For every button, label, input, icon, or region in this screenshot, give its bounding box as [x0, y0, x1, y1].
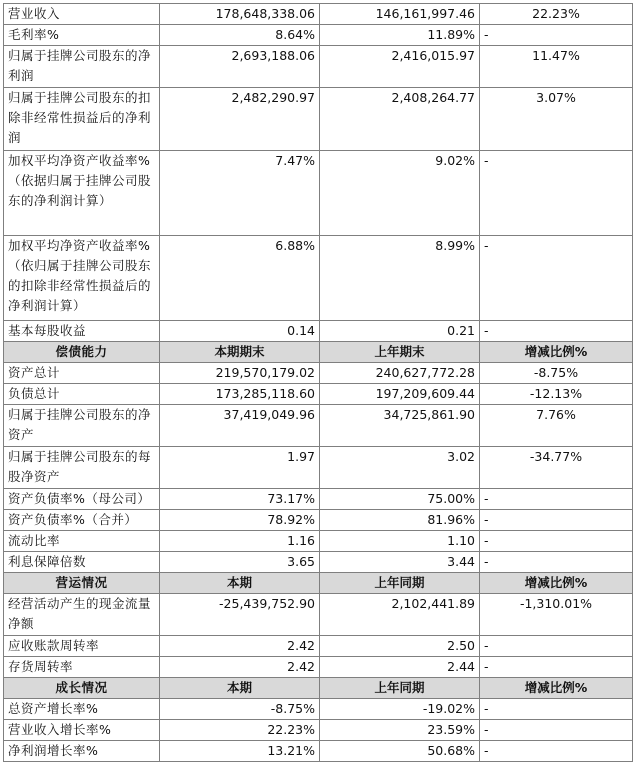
previous-value: 2.44 [320, 657, 480, 678]
change-percent: 增减比例% [480, 678, 633, 699]
table-row [4, 384, 633, 405]
table-row [4, 741, 633, 762]
change-percent: - [480, 321, 633, 342]
section-title: 成长情况 [4, 678, 160, 699]
table-row [4, 552, 633, 573]
current-value: 22.23% [160, 720, 320, 741]
table-row [4, 46, 633, 88]
previous-value: 23.59% [320, 720, 480, 741]
previous-value: 75.00% [320, 489, 480, 510]
previous-value: 1.10 [320, 531, 480, 552]
change-percent: - [480, 636, 633, 657]
current-value: -25,439,752.90 [160, 594, 320, 636]
table-row [4, 510, 633, 531]
current-value: -8.75% [160, 699, 320, 720]
row-label: 归属于挂牌公司股东的净资产 [4, 405, 160, 447]
table-row [4, 699, 633, 720]
current-value: 6.88% [160, 236, 320, 321]
previous-value: 上年期末 [320, 342, 480, 363]
row-label: 资产总计 [4, 363, 160, 384]
current-value: 78.92% [160, 510, 320, 531]
current-value: 173,285,118.60 [160, 384, 320, 405]
previous-value: 81.96% [320, 510, 480, 531]
change-percent: - [480, 151, 633, 236]
current-value: 37,419,049.96 [160, 405, 320, 447]
row-label: 利息保障倍数 [4, 552, 160, 573]
change-percent: 22.23% [480, 4, 633, 25]
row-label: 资产负债率%（合并） [4, 510, 160, 531]
current-value: 本期 [160, 678, 320, 699]
row-label: 资产负债率%（母公司） [4, 489, 160, 510]
table-row [4, 720, 633, 741]
table-row [4, 363, 633, 384]
previous-value: 9.02% [320, 151, 480, 236]
table-row [4, 447, 633, 489]
row-label: 净利润增长率% [4, 741, 160, 762]
section-header-row [4, 573, 633, 594]
change-percent: - [480, 236, 633, 321]
current-value: 本期 [160, 573, 320, 594]
previous-value: 8.99% [320, 236, 480, 321]
previous-value: 146,161,997.46 [320, 4, 480, 25]
table-row [4, 657, 633, 678]
row-label: 经营活动产生的现金流量净额 [4, 594, 160, 636]
section-header-row [4, 678, 633, 699]
change-percent: -1,310.01% [480, 594, 633, 636]
current-value: 3.65 [160, 552, 320, 573]
change-percent: - [480, 552, 633, 573]
current-value: 8.64% [160, 25, 320, 46]
table-row [4, 88, 633, 151]
row-label: 归属于挂牌公司股东的净利润 [4, 46, 160, 88]
previous-value: -19.02% [320, 699, 480, 720]
change-percent: -12.13% [480, 384, 633, 405]
previous-value: 34,725,861.90 [320, 405, 480, 447]
current-value: 1.16 [160, 531, 320, 552]
row-label: 营业收入增长率% [4, 720, 160, 741]
previous-value: 2,102,441.89 [320, 594, 480, 636]
previous-value: 3.44 [320, 552, 480, 573]
current-value: 2,482,290.97 [160, 88, 320, 151]
section-title: 营运情况 [4, 573, 160, 594]
previous-value: 0.21 [320, 321, 480, 342]
current-value: 2.42 [160, 657, 320, 678]
table-row [4, 4, 633, 25]
table-row [4, 636, 633, 657]
row-label: 加权平均净资产收益率%（依归属于挂牌公司股东的扣除非经常性损益后的净利润计算） [4, 236, 160, 321]
row-label: 应收账款周转率 [4, 636, 160, 657]
row-label: 归属于挂牌公司股东的每股净资产 [4, 447, 160, 489]
section-title: 偿债能力 [4, 342, 160, 363]
row-label: 基本每股收益 [4, 321, 160, 342]
change-percent: - [480, 741, 633, 762]
row-label: 营业收入 [4, 4, 160, 25]
previous-value: 2,408,264.77 [320, 88, 480, 151]
row-label: 毛利率% [4, 25, 160, 46]
current-value: 2.42 [160, 636, 320, 657]
current-value: 7.47% [160, 151, 320, 236]
table-row [4, 151, 633, 236]
table-row [4, 321, 633, 342]
change-percent: 增减比例% [480, 573, 633, 594]
change-percent: - [480, 657, 633, 678]
previous-value: 11.89% [320, 25, 480, 46]
table-row [4, 489, 633, 510]
change-percent: 增减比例% [480, 342, 633, 363]
row-label: 总资产增长率% [4, 699, 160, 720]
change-percent: -8.75% [480, 363, 633, 384]
change-percent: - [480, 489, 633, 510]
change-percent: -34.77% [480, 447, 633, 489]
table-row [4, 594, 633, 636]
change-percent: - [480, 699, 633, 720]
change-percent: - [480, 510, 633, 531]
table-body [4, 4, 633, 762]
current-value: 219,570,179.02 [160, 363, 320, 384]
previous-value: 上年同期 [320, 678, 480, 699]
previous-value: 2,416,015.97 [320, 46, 480, 88]
previous-value: 上年同期 [320, 573, 480, 594]
change-percent: 11.47% [480, 46, 633, 88]
row-label: 负债总计 [4, 384, 160, 405]
row-label: 存货周转率 [4, 657, 160, 678]
change-percent: 3.07% [480, 88, 633, 151]
previous-value: 2.50 [320, 636, 480, 657]
change-percent: - [480, 720, 633, 741]
previous-value: 240,627,772.28 [320, 363, 480, 384]
current-value: 1.97 [160, 447, 320, 489]
row-label: 归属于挂牌公司股东的扣除非经常性损益后的净利润 [4, 88, 160, 151]
current-value: 0.14 [160, 321, 320, 342]
current-value: 13.21% [160, 741, 320, 762]
current-value: 73.17% [160, 489, 320, 510]
change-percent: - [480, 531, 633, 552]
previous-value: 50.68% [320, 741, 480, 762]
previous-value: 197,209,609.44 [320, 384, 480, 405]
table-row [4, 236, 633, 321]
table-row [4, 25, 633, 46]
row-label: 加权平均净资产收益率%（依据归属于挂牌公司股东的净利润计算） [4, 151, 160, 236]
change-percent: 7.76% [480, 405, 633, 447]
change-percent: - [480, 25, 633, 46]
current-value: 178,648,338.06 [160, 4, 320, 25]
financial-indicators-table [3, 3, 633, 762]
current-value: 2,693,188.06 [160, 46, 320, 88]
table-row [4, 405, 633, 447]
current-value: 本期期末 [160, 342, 320, 363]
previous-value: 3.02 [320, 447, 480, 489]
table-row [4, 531, 633, 552]
section-header-row [4, 342, 633, 363]
row-label: 流动比率 [4, 531, 160, 552]
